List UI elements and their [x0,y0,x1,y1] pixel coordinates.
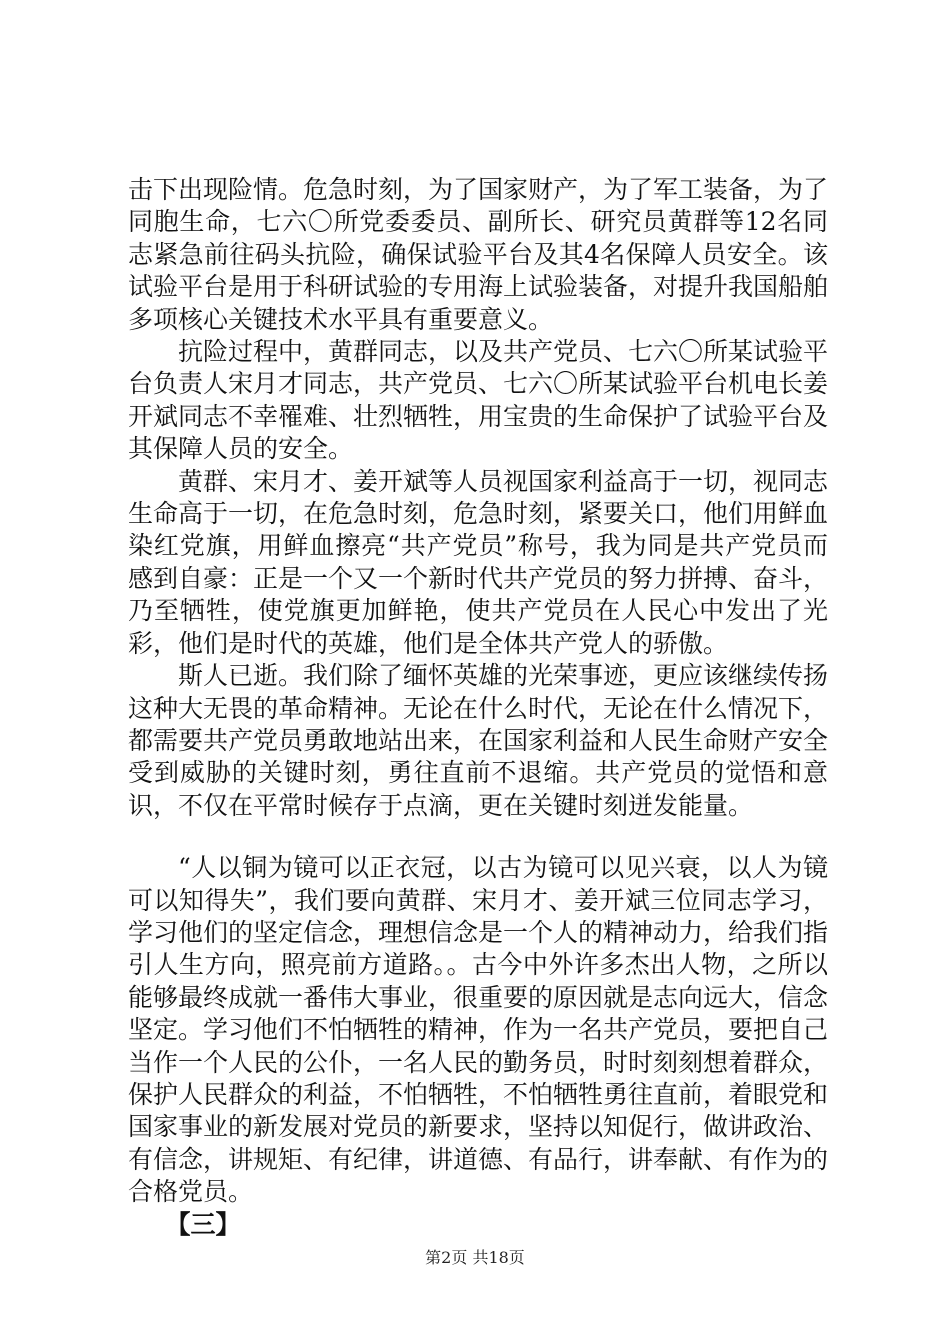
page-footer: 第2页 共18页 [425,1248,525,1267]
document-body [128,174,828,1241]
paragraph-learning: “人以铜为镜可以正衣冠，以古为镜可以见兴衰，以人为镜可以知得失”，我们要向黄群、宋月才、姜开斌三位同志学习，学习他们的坚定信念，理想信念是一个人的精神动力，给我们指引人生方向，照亮前方道路。。古今中外许多杰出人物，之所以能够最终成就一番伟大事业，很重要的原因就是志向远大，信念坚定。学习他们不怕牺牲的精神，作为一名共产党员，要把自己当作一个人民的公仆，一名人民的勤务员，时时刻刻想着群众，保护人民群众的利益，不怕牺牲，不怕牺牲勇往直前，着眼党和国家事业的新发展对党员的新要求，坚持以知促行，做讲政治、有信念，讲规矩、有纪律，讲道德、有品行，讲奉献、有作为的合格党员。 [128,853,829,1207]
paragraph-continuation: 击下出现险情。危急时刻，为了国家财产，为了军工装备，为了同胞生命，七六〇所党委委员、副所长、研究员黄群等12名同志紧急前往码头抗险，确保试验平台及其4名保障人员安全。该试验平台是用于科研试验的专用海上试验装备，对提升我国船舶多项核心关键技术水平具有重要意义。 [128,175,829,334]
section-heading: 【三】 [165,1209,241,1239]
paragraph-rescue-process: 抗险过程中，黄群同志，以及共产党员、七六〇所某试验平台负责人宋月才同志，共产党员、七六〇所某试验平台机电长姜开斌同志不幸罹难、壮烈牺牲，用宝贵的生命保护了试验平台及其保障人员的安全。 [128,337,829,464]
paragraph-national-interest: 黄群、宋月才、姜开斌等人员视国家利益高于一切，视同志生命高于一切，在危急时刻，危急时刻，紧要关口，他们用鲜血染红党旗，用鲜血擦亮“共产党员”称号，我为同是共产党员而感到自豪：正是一个又一个新时代共产党员的努力拼搏、奋斗，乃至牺牲，使党旗更加鲜艳，使共产党员在人民心中发出了光彩，他们是时代的英雄，他们是全体共产党人的骄傲。 [128,466,829,658]
paragraph-spirit: 斯人已逝。我们除了缅怀英雄的光荣事迹，更应该继续传扬这种大无畏的革命精神。无论在什么时代，无论在什么情况下，都需要共产党员勇敢地站出来，在国家利益和人民生命财产安全受到威胁的关键时刻，勇往直前不退缩。共产党员的觉悟和意识，不仅在平常时候存于点滴，更在关键时刻迸发能量。 [128,661,829,820]
